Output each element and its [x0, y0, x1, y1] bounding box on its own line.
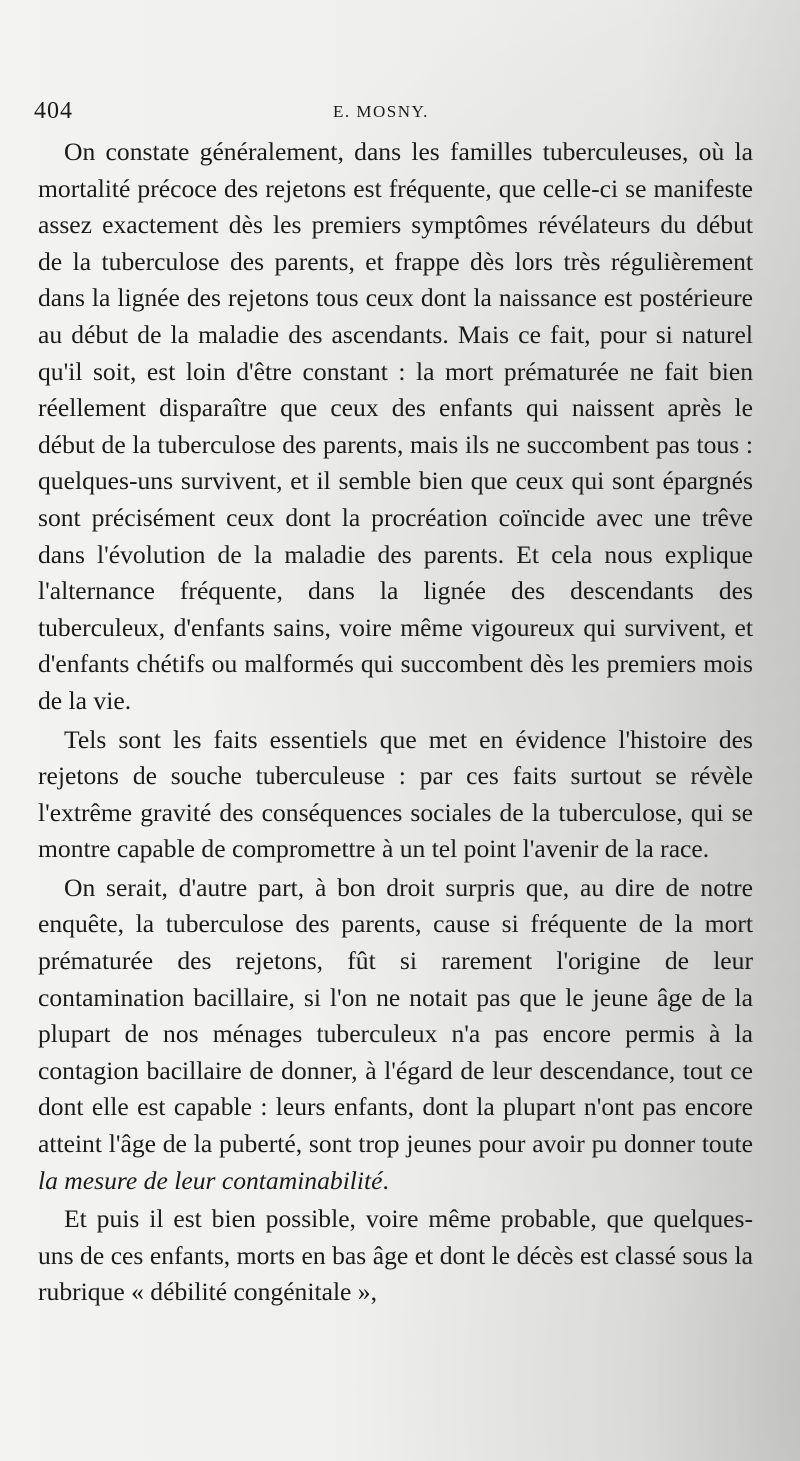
running-head: E. MOSNY. [333, 102, 429, 121]
paragraph-3 [38, 870, 753, 1199]
paragraph-3-text: On serait, d'autre part, à bon droit surpris que, au dire de notre enquête, la tuberculose des parents, cause si fréquente de la mort prématurée des rejetons, fût si rarement l'origine de leur contamination bacillaire, si l'on ne notait pas que le jeune âge de la plupart de nos ménages tuberculeux n'a pas encore permis à la contagion bacillaire de donner, à l'égard de leur descendance, tout ce dont elle est capable : leurs enfants, dont la plupart n'ont pas encore atteint l'âge de la puberté, sont trop jeunes pour avoir pu donner toute [38, 872, 753, 1159]
page-header [34, 92, 753, 132]
paragraph-4: Et puis il est bien possible, voire même probable, que quelques-uns de ces enfants, morts en bas âge et dont le décès est classé sous la rubrique « débilité congénitale », [38, 1204, 753, 1307]
paragraph-1: On constate généralement, dans les familles tuberculeuses, où la mortalité précoce des rejetons est fréquente, que celle-ci se manifeste assez exactement dès les premiers symptômes révélateurs du début de la tuberculose des parents, et frappe dès lors très régulièrement dans la lignée des rejetons tous ceux dont la naissance est postérieure au début de la maladie des ascendants. Mais ce fait, pour si naturel qu'il soit, est loin d'être constant : la mort prématurée ne fait bien réellement disparaître que ceux des enfants qui naissent après le début de la tuberculose des parents, mais ils ne succombent pas tous : quelques-uns survivent, et il semble bien que ceux qui sont épargnés sont précisément ceux dont la procréation coïncide avec une trêve dans l'évolution de la maladie des parents. Et cela nous explique l'alternance fréquente, dans la lignée des descendants des tuberculeux, d'enfants sains, voire même vigoureux qui survivent, et d'enfants chétifs ou malformés qui succombent dès les premiers mois de la vie. [38, 137, 753, 715]
paragraph-2: Tels sont les faits essentiels que met en évidence l'histoire des rejetons de souche tuberculeuse : par ces faits surtout se révèle l'extrême gravité des conséquences sociales de la tuberculose, qui se montre capable de compromettre à un tel point l'avenir de la race. [38, 724, 753, 864]
body-text [38, 134, 753, 1311]
page-number: 404 [34, 98, 73, 124]
paragraph-3-end: . [382, 1165, 389, 1195]
paragraph-3-italic: la mesure de leur contaminabilité [38, 1165, 383, 1195]
book-page [34, 92, 753, 1311]
